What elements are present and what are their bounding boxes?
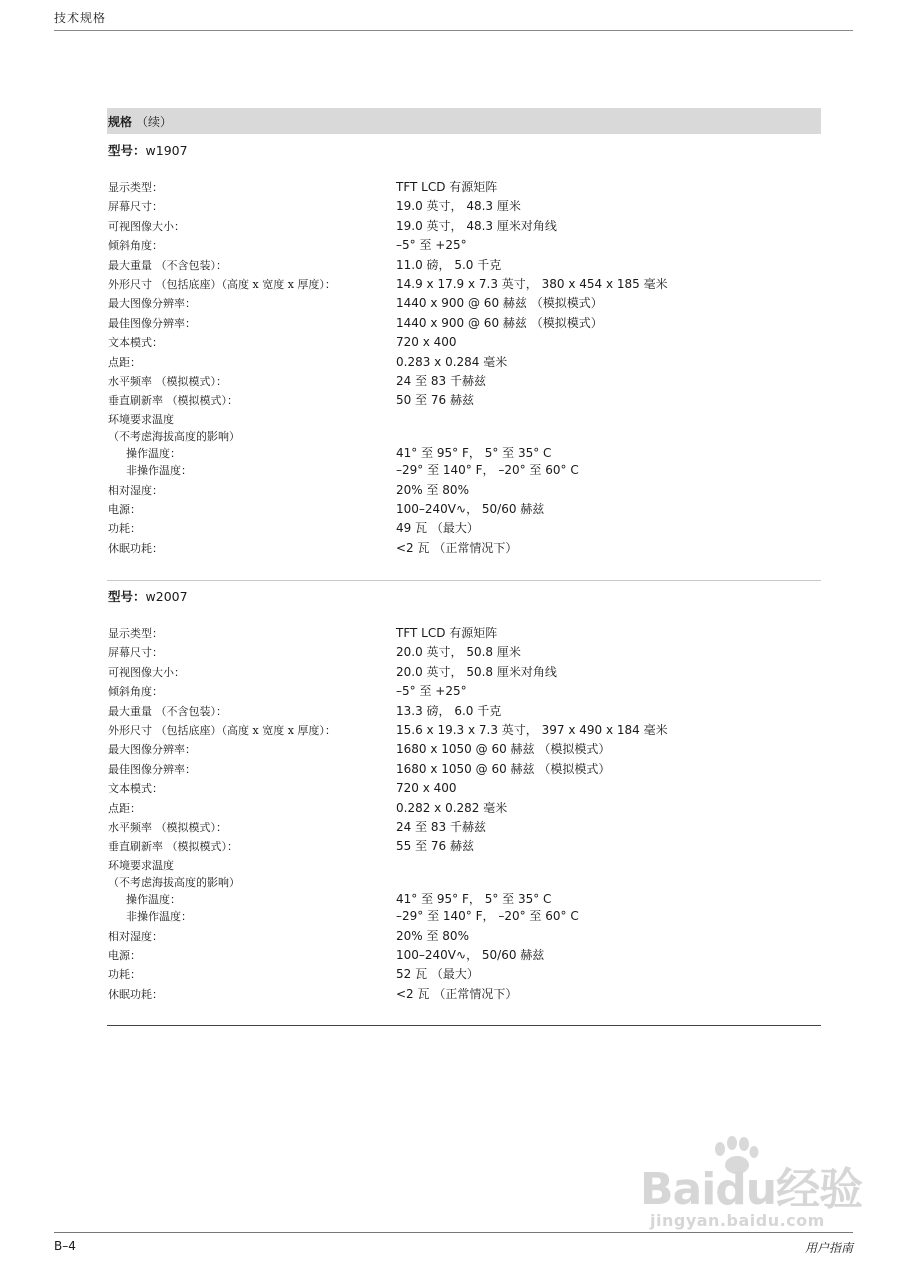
spec-label: 操作温度： (126, 892, 181, 906)
spec-label: 点距： (108, 801, 141, 815)
spec-row (108, 779, 821, 798)
env-row (108, 428, 821, 445)
spec-row (108, 519, 821, 538)
spec-label: 水平频率 （模拟模式）： (108, 374, 227, 388)
footer-divider (54, 1232, 853, 1233)
spec-value: –5° 至 +25° (396, 684, 467, 699)
spec-row (108, 837, 821, 856)
spec-value: <2 瓦 （正常情况下） (396, 986, 518, 1001)
spec-label: 可视图像大小： (108, 665, 185, 679)
spec-row (108, 799, 821, 818)
spec-row (108, 500, 821, 519)
spec-row (108, 275, 821, 294)
env-label: 环境要求温度 (108, 412, 174, 426)
spec-label: 显示类型： (108, 181, 163, 194)
model-title-w2007 (108, 587, 188, 605)
spec-label: 最佳图像分辨率： (108, 316, 196, 330)
spec-row (108, 178, 821, 197)
spec-value: 0.283 x 0.284 毫米 (396, 354, 508, 369)
model-label: 型号： (108, 143, 146, 158)
spec-value: –5° 至 +25° (396, 238, 467, 253)
spec-value: 1680 x 1050 @ 60 赫兹 （模拟模式） (396, 761, 611, 776)
spec-value: 720 x 400 (396, 335, 457, 350)
model-name: w1907 (145, 143, 188, 158)
spec-value: 11.0 磅， 5.0 千克 (396, 257, 502, 272)
spec-row (108, 294, 821, 313)
model-name: w2007 (145, 589, 188, 604)
spec-label: 休眠功耗： (108, 987, 163, 1001)
spec-table-w1907 (108, 178, 821, 558)
spec-label: 电源： (108, 949, 141, 963)
header-divider (54, 30, 853, 31)
spec-value: –29° 至 140° F， –20° 至 60° C (396, 908, 579, 923)
spec-label: 非操作温度： (126, 909, 192, 923)
spec-row (108, 333, 821, 352)
model-divider (107, 580, 821, 581)
spec-row (108, 891, 821, 908)
spec-label: 功耗： (108, 522, 141, 536)
spec-value: 41° 至 95° F， 5° 至 35° C (396, 891, 552, 906)
spec-value: 19.0 英寸， 48.3 厘米对角线 (396, 218, 557, 233)
spec-row (108, 197, 821, 216)
spec-value: 20% 至 80% (396, 482, 469, 497)
spec-value: <2 瓦 （正常情况下） (396, 540, 518, 555)
spec-value: 720 x 400 (396, 781, 457, 796)
section-title-suffix: （续） (136, 115, 173, 129)
spec-value: 55 至 76 赫兹 (396, 839, 474, 854)
spec-row (108, 372, 821, 391)
spec-label: 水平频率 （模拟模式）： (108, 820, 227, 834)
spec-label: 可视图像大小： (108, 219, 185, 233)
spec-row (108, 314, 821, 333)
spec-row (108, 539, 821, 558)
spec-row (108, 740, 821, 759)
spec-row (108, 927, 821, 946)
spec-value: 20.0 英寸， 50.8 厘米 (396, 645, 521, 660)
spec-row (108, 818, 821, 837)
spec-row (108, 682, 821, 701)
spec-value: 14.9 x 17.9 x 7.3 英寸， 380 x 454 x 185 毫米 (396, 276, 668, 291)
spec-value: 1440 x 900 @ 60 赫兹 （模拟模式） (396, 296, 603, 311)
spec-value: 19.0 英寸， 48.3 厘米 (396, 199, 521, 214)
spec-label: 最大重量 （不含包装）： (108, 704, 227, 718)
spec-value: 24 至 83 千赫兹 (396, 819, 486, 834)
spec-row (108, 702, 821, 721)
spec-value: 24 至 83 千赫兹 (396, 373, 486, 388)
spec-label: 文本模式： (108, 336, 163, 350)
spec-label: 倾斜角度： (108, 239, 163, 253)
spec-label: 点距： (108, 355, 141, 369)
spec-row (108, 946, 821, 965)
spec-row (108, 236, 821, 255)
document-name: 用户指南 (804, 1241, 853, 1255)
spec-label: 操作温度： (126, 446, 181, 460)
env-note: （不考虑海拔高度的影响） (108, 875, 240, 889)
env-row (108, 874, 821, 891)
spec-value: 52 瓦 （最大） (396, 967, 479, 982)
spec-label: 外形尺寸 （包括底座）（高度 x 宽度 x 厚度）： (108, 277, 336, 291)
spec-value: –29° 至 140° F， –20° 至 60° C (396, 462, 579, 477)
spec-label: 外形尺寸 （包括底座）（高度 x 宽度 x 厚度）： (108, 723, 336, 737)
spec-value: 100–240V∿， 50/60 赫兹 (396, 502, 545, 517)
spec-row (108, 760, 821, 779)
spec-label: 最大图像分辨率： (108, 743, 196, 757)
spec-value: 100–240V∿， 50/60 赫兹 (396, 948, 545, 963)
spec-row (108, 256, 821, 275)
env-note: （不考虑海拔高度的影响） (108, 429, 240, 443)
section-title (108, 113, 172, 130)
spec-label: 最佳图像分辨率： (108, 762, 196, 776)
spec-value: 15.6 x 19.3 x 7.3 英寸， 397 x 490 x 184 毫米 (396, 722, 668, 737)
spec-value: 41° 至 95° F， 5° 至 35° C (396, 445, 552, 460)
spec-value: 0.282 x 0.282 毫米 (396, 800, 508, 815)
page-number: B–4 (54, 1239, 76, 1253)
spec-label: 最大图像分辨率： (108, 297, 196, 311)
watermark-logo: Baidu经验 (640, 1164, 863, 1215)
spec-label: 非操作温度： (126, 463, 192, 477)
env-label: 环境要求温度 (108, 858, 174, 872)
spec-value: 49 瓦 （最大） (396, 521, 479, 536)
spec-label: 垂直刷新率 （模拟模式）： (108, 394, 238, 408)
section-title-bar (107, 108, 821, 134)
spec-label: 电源： (108, 503, 141, 517)
spec-row (108, 445, 821, 462)
model-title-w1907 (108, 141, 188, 159)
spec-value: 20.0 英寸， 50.8 厘米对角线 (396, 664, 557, 679)
spec-row (108, 391, 821, 410)
spec-value: 20% 至 80% (396, 928, 469, 943)
spec-row (108, 663, 821, 682)
env-row (108, 411, 821, 428)
spec-label: 屏幕尺寸： (108, 646, 163, 660)
spec-label: 倾斜角度： (108, 685, 163, 699)
env-row (108, 857, 821, 874)
spec-label: 文本模式： (108, 782, 163, 796)
spec-row (108, 965, 821, 984)
spec-label: 显示类型： (108, 627, 163, 640)
spec-row (108, 721, 821, 740)
spec-row (108, 985, 821, 1004)
spec-row (108, 908, 821, 925)
page-header-title: 技术规格 (54, 11, 107, 25)
spec-label: 休眠功耗： (108, 541, 163, 555)
spec-row (108, 353, 821, 372)
spec-row (108, 643, 821, 662)
spec-label: 垂直刷新率 （模拟模式）： (108, 840, 238, 854)
spec-label: 最大重量 （不含包装）： (108, 258, 227, 272)
spec-table-w2007 (108, 624, 821, 1004)
spec-row (108, 624, 821, 643)
spec-row (108, 217, 821, 236)
spec-value: TFT LCD 有源矩阵 (396, 180, 498, 194)
spec-value: 13.3 磅， 6.0 千克 (396, 703, 502, 718)
spec-label: 相对湿度： (108, 483, 163, 497)
spec-value: 1680 x 1050 @ 60 赫兹 （模拟模式） (396, 742, 611, 757)
watermark-url: jingyan.baidu.com (650, 1211, 825, 1230)
section-end-divider (107, 1025, 821, 1026)
spec-label: 屏幕尺寸： (108, 200, 163, 214)
section-title-text: 规格 (108, 115, 133, 129)
spec-row (108, 462, 821, 479)
spec-row (108, 481, 821, 500)
spec-value: TFT LCD 有源矩阵 (396, 626, 498, 640)
spec-label: 相对湿度： (108, 929, 163, 943)
spec-label: 功耗： (108, 968, 141, 982)
baidu-watermark (640, 1135, 870, 1235)
spec-value: 50 至 76 赫兹 (396, 393, 474, 408)
model-label: 型号： (108, 589, 146, 604)
spec-value: 1440 x 900 @ 60 赫兹 （模拟模式） (396, 315, 603, 330)
